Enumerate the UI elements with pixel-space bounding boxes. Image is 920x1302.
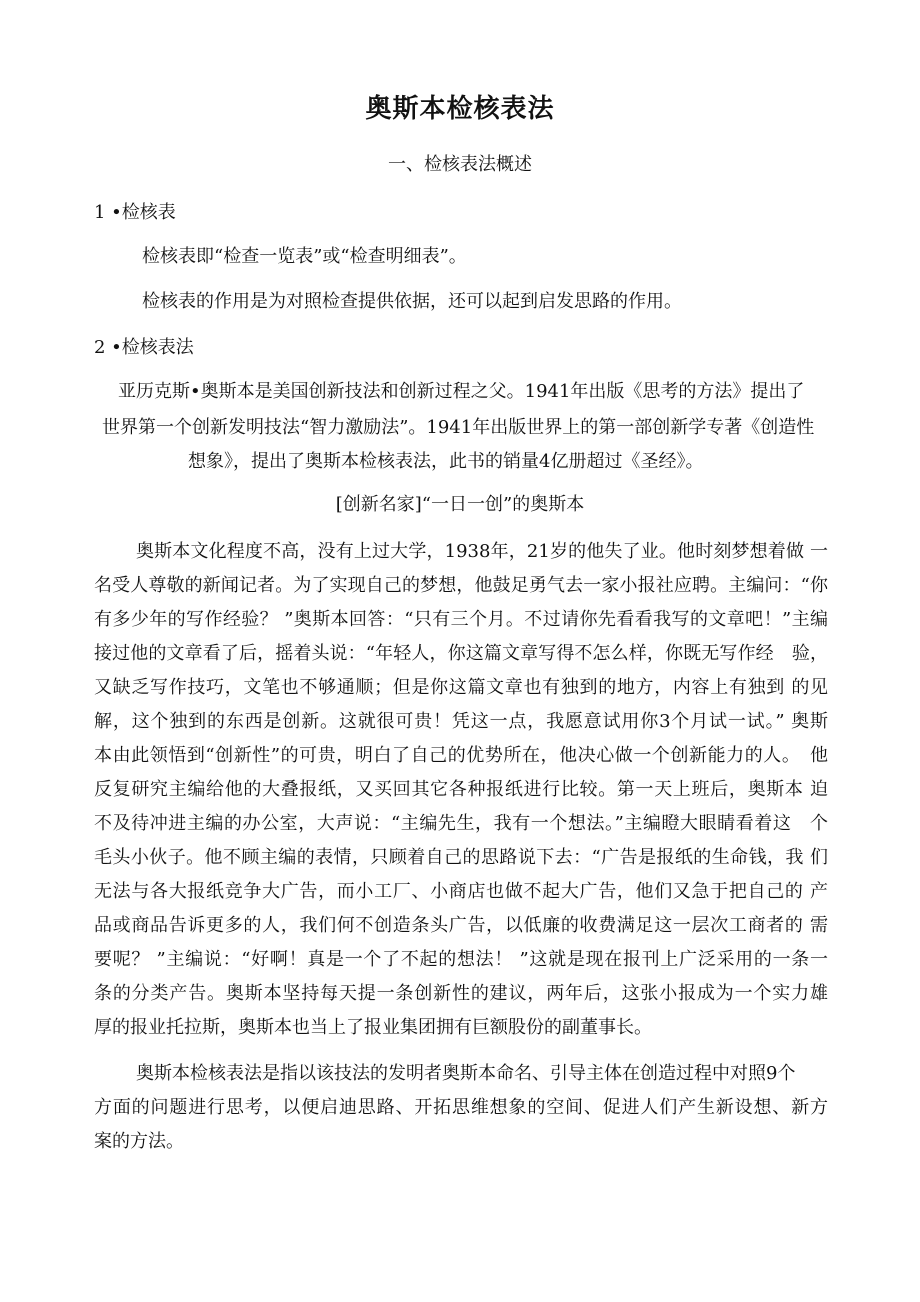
story-line: 无法与各大报纸竞争大广告，而小工厂、小商店也做不起大广告，他们又急于把自己的 产 bbox=[94, 881, 828, 902]
story-line: 有多少年的写作经验？ ”奥斯本回答：“只有三个月。不过请你先看看我写的文章吧！”主编 bbox=[94, 609, 828, 630]
intro-line: 亚历克斯•奥斯本是美国创新技法和创新过程之父。1941年出版《思考的方法》提出了 bbox=[118, 381, 805, 402]
story-line: 又缺乏写作技巧，文笔也不够通顺；但是你这篇文章也有独到的地方，内容上有独到 的见 bbox=[94, 677, 828, 698]
story-line: 解，这个独到的东西是创新。这就很可贵！凭这一点，我愿意试用你3个月试一试。” 奥斯 bbox=[94, 711, 828, 732]
story-line: 条的分类产告。奥斯本坚持每天提一条创新性的建议，两年后，这张小报成为一个实力雄 bbox=[94, 983, 828, 1004]
final-line: 方面的问题进行思考，以便启迪思路、开拓思维想象的空间、促进人们产生新设想、新方 bbox=[94, 1097, 828, 1118]
paragraph-checklist-purpose: 检核表的作用是为对照检查提供依据，还可以起到启发思路的作用。 bbox=[142, 291, 682, 312]
intro-line: 世界第一个创新发明技法“智力激励法”。1941年出版世界上的第一部创新学专著《创造性 bbox=[102, 417, 815, 438]
story-line: 毛头小伙子。他不顾主编的表情，只顾着自己的思路说下去：“广告是报纸的生命钱，我 们 bbox=[94, 847, 828, 868]
intro-line: 想象》，提出了奥斯本检核表法，此书的销量4亿册超过《圣经》。 bbox=[188, 451, 704, 472]
subheading-checklist: 1 •检核表 bbox=[94, 202, 176, 223]
story-heading: [创新名家]“一日一创”的奥斯本 bbox=[335, 494, 585, 515]
story-line: 品或商品告诉更多的人，我们何不创造条头广告，以低廉的收费满足这一层次工商者的 需 bbox=[94, 915, 828, 936]
paragraph-checklist-definition: 检核表即“检查一览表”或“检查明细表”。 bbox=[142, 246, 467, 267]
section-heading: 一、检核表法概述 bbox=[388, 154, 532, 175]
story-line: 不及待冲进主编的办公室，大声说：“主编先生，我有一个想法。”主编瞪大眼睛看着这 个 bbox=[94, 813, 828, 834]
final-line: 奥斯本检核表法是指以该技法的发明者奥斯本命名、引导主体在创造过程中对照9个 bbox=[136, 1063, 796, 1084]
document-title: 奥斯本检核表法 bbox=[365, 94, 555, 124]
subheading-checklist-method: 2 •检核表法 bbox=[94, 337, 194, 358]
story-line: 奥斯本文化程度不高，没有上过大学，1938年，21岁的他失了业。他时刻梦想着做 一 bbox=[136, 541, 828, 562]
story-line: 本由此领悟到“创新性”的可贵，明白了自己的优势所在，他决心做一个创新能力的人。 他 bbox=[94, 745, 828, 766]
story-line: 名受人尊敬的新闻记者。为了实现自己的梦想，他鼓足勇气去一家小报社应聘。主编问：“你 bbox=[94, 575, 828, 596]
story-line: 接过他的文章看了后，摇着头说：“年轻人，你这篇文章写得不怎么样，你既无写作经 验， bbox=[94, 643, 828, 664]
story-line: 要呢？ ”主编说：“好啊！真是一个了不起的想法！ ”这就是现在报刊上广泛采用的一条一 bbox=[94, 949, 828, 970]
story-line: 反复研究主编给他的大叠报纸，又买回其它各种报纸进行比较。第一天上班后，奥斯本 迫 bbox=[94, 779, 828, 800]
story-line: 厚的报业托拉斯，奥斯本也当上了报业集团拥有巨额股份的副董事长。 bbox=[94, 1017, 652, 1038]
final-line: 案的方法。 bbox=[94, 1131, 184, 1152]
